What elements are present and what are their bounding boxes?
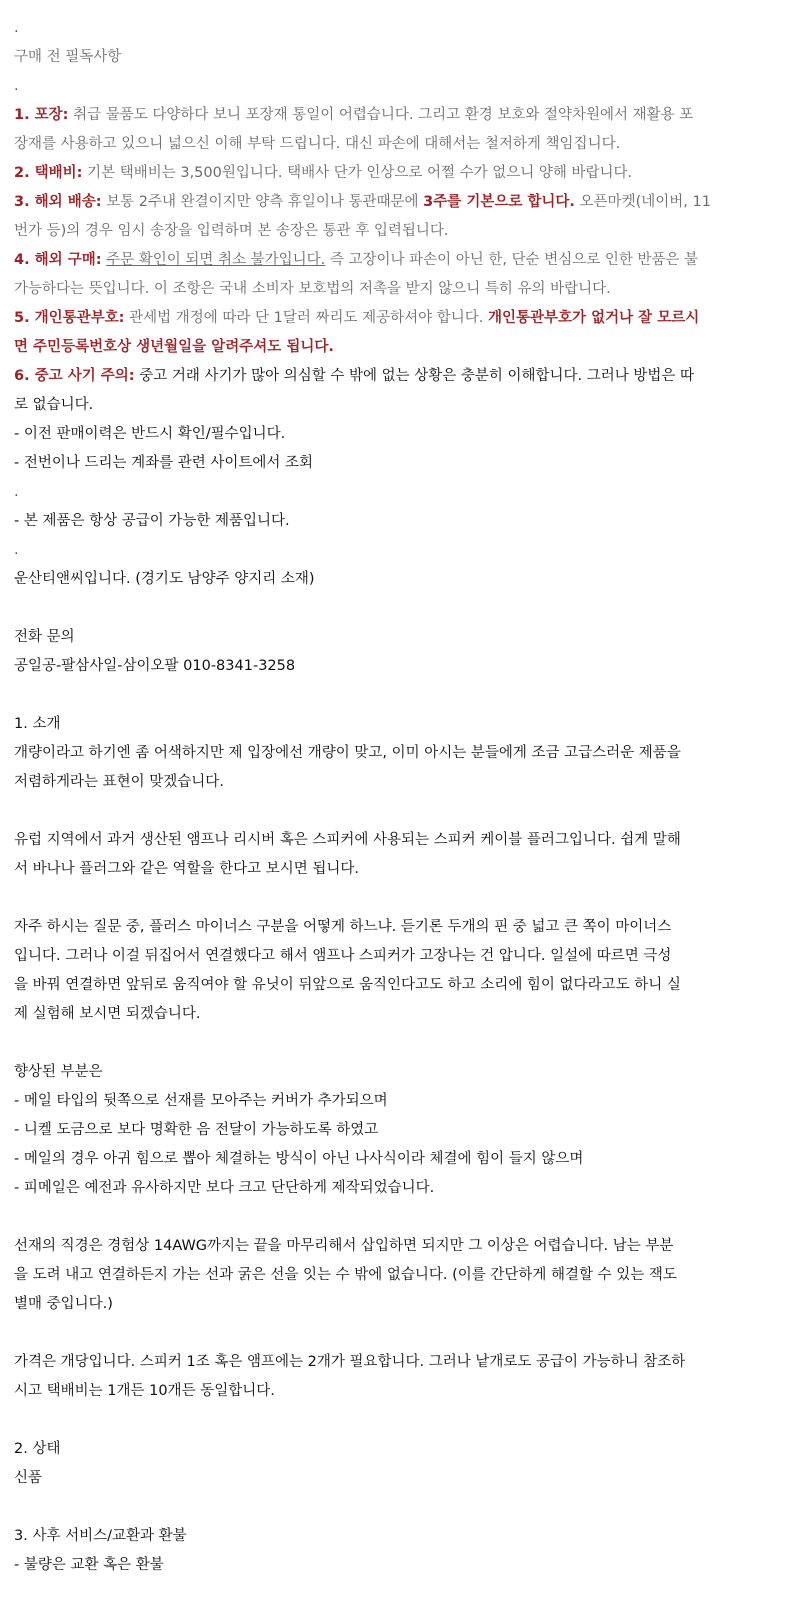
item-label: 5. 개인통관부호: [14, 310, 125, 326]
condition-value: 신품 [14, 1470, 43, 1486]
notice-item-customs-code [14, 304, 777, 333]
supply-note: - 본 제품은 항상 공급이 가능한 제품입니다. [14, 513, 290, 529]
intro-p5-line: 시고 택배비는 1개든 10개든 동일합니다. [14, 1383, 275, 1399]
intro-p3-line: 을 바꿔 연결하면 앞뒤로 움직여야 할 유닛이 뒤앞으로 움직인다고도 하고 소리에 힘이 없다라고도 하니 실 [14, 977, 681, 993]
intro-p3-line: 자주 하시는 질문 중, 플러스 마이너스 구분을 어떻게 하느냐. 듣기론 두개의 핀 중 넓고 큰 쪽이 마이너스 [14, 919, 672, 935]
item-text: 오픈마켓(네이버, 11 [574, 194, 711, 210]
notice-item-fraud-cont: 로 없습니다. [14, 397, 94, 413]
intro-p3-line: 제 실험해 보시면 되겠습니다. [14, 1006, 201, 1022]
improve-title: 향상된 부분은 [14, 1064, 103, 1080]
company-info: 운산티앤씨입니다. (경기도 남양주 양지리 소재) [14, 571, 315, 587]
condition-title: 2. 상태 [14, 1441, 61, 1457]
notice-item-packaging-cont: 장재를 사용하고 있으니 넓으신 이해 부탁 드립니다. 대신 파손에 대해서는 철저하게 책임집니다. [14, 136, 621, 152]
item-label: 2. 택배비: [14, 165, 83, 181]
item-text: 중고 거래 사기가 많아 의심할 수 밖에 없는 상황은 충분히 이해합니다. 그러나 방법은 따 [134, 368, 694, 384]
item-text: 즉 고장이나 파손이 아닌 한, 단순 변심으로 인한 반품은 불 [325, 252, 699, 268]
notice-item-overseas-shipping [14, 188, 777, 217]
separator-dot: . [14, 78, 19, 94]
phone-number: 공일공-팔삼사일-삼이오팔 010-8341-3258 [14, 658, 296, 674]
separator-dot: . [14, 542, 19, 558]
item-label: 6. 중고 사기 주의: [14, 368, 135, 384]
service-title: 3. 사후 서비스/교환과 환불 [14, 1528, 187, 1544]
item-text: 취급 물품도 다양하다 보니 포장재 통일이 어렵습니다. 그리고 환경 보호와 절약차원에서 재활용 포 [68, 107, 694, 123]
fraud-sub-item: - 전번이나 드리는 계좌를 관련 사이트에서 조회 [14, 455, 314, 471]
intro-p1-line: 개량이라고 하기엔 좀 어색하지만 제 입장에선 개량이 맞고, 이미 아시는 분들에게 조금 고급스러운 제품을 [14, 745, 681, 761]
intro-p2-line: 유럽 지역에서 과거 생산된 앰프나 리시버 혹은 스피커에 사용되는 스피커 케이블 플러그입니다. 쉽게 말해 [14, 832, 681, 848]
item-label: 4. 해외 구매: [14, 252, 102, 268]
notice-item-overseas-purchase-cont: 가능하다는 뜻입니다. 이 조항은 국내 소비자 보호법의 저촉을 받지 않으니 특히 유의 바랍니다. [14, 281, 611, 297]
intro-p5-line: 가격은 개당입니다. 스피커 1조 혹은 앰프에는 2개가 필요합니다. 그러나 낱개로도 공급이 가능하니 참조하 [14, 1354, 686, 1370]
separator-dot: . [14, 20, 19, 36]
improve-item: - 피메일은 예전과 유사하지만 보다 크고 단단하게 제작되었습니다. [14, 1180, 435, 1196]
service-item: - 불량은 교환 혹은 환불 [14, 1557, 164, 1573]
improve-item: - 메일의 경우 아귀 힘으로 뽑아 체결하는 방식이 아닌 나사식이라 체결에 힘이 들지 않으며 [14, 1151, 584, 1167]
item-emphasis: 개인통관부호가 없거나 잘 모르시 [487, 310, 700, 326]
notice-item-overseas-purchase [14, 246, 777, 275]
separator-dot: . [14, 484, 19, 500]
notice-item-customs-code-cont: 면 주민등록번호상 생년월일을 알려주셔도 됩니다. [14, 339, 334, 355]
item-emphasis: 3주를 기본으로 합니다. [423, 194, 575, 210]
improve-item: - 니켈 도금으로 보다 명확한 음 전달이 가능하도록 하였고 [14, 1122, 379, 1138]
intro-p4-line: 별매 중입니다.) [14, 1296, 113, 1312]
item-label: 3. 해외 배송: [14, 194, 102, 210]
intro-p4-line: 을 도려 내고 연결하든지 가는 선과 굵은 선을 잇는 수 밖에 없습니다. (이를 간단하게 해결할 수 있는 잭도 [14, 1267, 677, 1283]
item-text: 보통 2주내 완결이지만 양측 휴일이나 통관때문에 [101, 194, 424, 210]
improve-item: - 메일 타입의 뒷쪽으로 선재를 모아주는 커버가 추가되으며 [14, 1093, 388, 1109]
phone-title: 전화 문의 [14, 629, 75, 645]
intro-p4-line: 선재의 직경은 경험상 14AWG까지는 끝을 마무리해서 삽입하면 되지만 그 이상은 어렵습니다. 남는 부분 [14, 1238, 674, 1254]
notice-heading: 구매 전 필독사항 [14, 49, 122, 65]
intro-p1-line: 저렴하게라는 표현이 맞겠습니다. [14, 774, 224, 790]
item-underlined: 주문 확인이 되면 취소 불가입니다. [106, 252, 326, 268]
item-text: 관세법 개정에 따라 단 1달러 짜리도 제공하셔야 합니다. [124, 310, 488, 326]
fraud-sub-item: - 이전 판매이력은 반드시 확인/필수입니다. [14, 426, 286, 442]
intro-p3-line: 입니다. 그러나 이걸 뒤집어서 연결했다고 해서 앰프나 스피커가 고장나는 건 압니다. 일설에 따르면 극성 [14, 948, 672, 964]
notice-item-shipping-fee [14, 159, 777, 188]
item-text: 기본 택배비는 3,500원입니다. 택배사 단가 인상으로 어쩔 수가 없으니 양해 바랍니다. [82, 165, 633, 181]
intro-p2-line: 서 바나나 플러그와 같은 역할을 한다고 보시면 됩니다. [14, 861, 360, 877]
notice-item-overseas-shipping-cont: 번가 등)의 경우 임시 송장을 입력하며 본 송장은 통관 후 입력됩니다. [14, 223, 449, 239]
item-label: 1. 포장: [14, 107, 69, 123]
notice-item-packaging [14, 101, 777, 130]
intro-title: 1. 소개 [14, 716, 61, 732]
notice-item-fraud [14, 362, 777, 391]
